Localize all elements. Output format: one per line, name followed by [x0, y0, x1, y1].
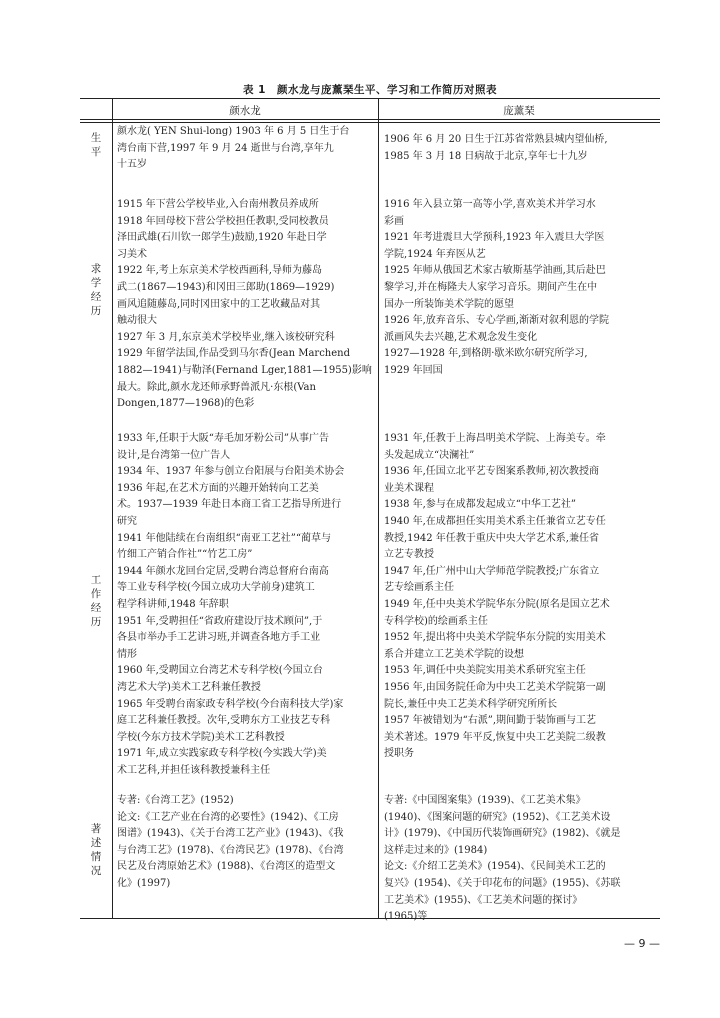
cell-yan-life: 颜水龙( YEN Shui-long) 1903 年 6 月 5 日生于台 湾台南下营,1997 年 9 月 24 逝世与台湾,享年九 十五岁	[117, 126, 350, 171]
cell-yan-education: 1915 年下营公学校毕业,入台南州教员养成所 1918 年回母校下营公学校担任教职,受同校教员 泽田武雄(石川钦一郎学生)鼓励,1920 年赴日学 习美术 1922 年,考上东京美术学校西画科,导师为藤岛 武二(1867—1943)和冈田三郎助(1869—1929) 画风追随藤岛,同时冈田家中的工艺收藏品对其 触动很大 1927 年 3 月,东京美术学校毕业,继入该校研究科 1929 年留学法国,作品受到马尔香(Jean Marchend 1882—1941)与勒泽(Fernand Lger,1881—1955)影响 最大。除此,颜水龙还师承野兽派凡·东根(Van Dongen,1877—1968)的色彩	[117, 199, 372, 410]
cell-pang-education: 1916 年入县立第一高等小学,喜欢美术并学习水 彩画 1921 年考进震旦大学预科,1923 年入震旦大学医 学院,1924 年弃医从艺 1925 年师从俄国艺术家古敏斯基学油画,其后赴巴 黎学习,并在梅隆夫人家学习音乐。期间产生在中 国办一所装饰美术学院的愿望 1926 年,放弃音乐、专心学画,渐渐对叙利恩的学院 派画风失去兴趣,艺术观念发生变化 1927—1928 年,到格朗·歇米欧尔研究所学习, 1929 年回国	[384, 199, 609, 376]
row-label-education: 求 学 经 历	[90, 263, 102, 317]
top-rule	[80, 98, 660, 99]
label-column-divider	[112, 99, 113, 919]
row-label-work: 工 作 经 历	[90, 574, 102, 628]
column-divider	[378, 99, 379, 919]
cell-pang-work: 1931 年,任教于上海昌明美术学院、上海美专。牵 头发起成立“决澜社” 1936 年,任国立北平艺专图案系教师,初次教授商 业美术课程 1938 年,参与在成都发起成立“中华工艺社” 1940 年,在成都担任实用美术系主任兼省立艺专任 教授,1942 年任教于重庆中央大学艺术系,兼任省 立艺专教授 1947 年,任广州中山大学师范学院教授;广东省立 艺专绘画系主任 1949 年,任中央美术学院华东分院(原名是国立艺术 专科学校)的绘画系主任 1952 年,提出将中央美术学院华东分院的实用美术 系合并建立工艺美术学院的设想 1953 年,调任中央美院实用美术系研究室主任 1956 年,由国务院任命为中央工艺美术学院第一副 院长,兼任中央工艺美术科学研究所所长 1957 年被错划为“右派”,期间勤于装饰画与工艺 美术著述。1979 年平反,恢复中央工艺美院二级教 授职务	[384, 433, 610, 760]
page-number: — 9 —	[624, 937, 660, 950]
column-header-yan: 颜水龙	[229, 105, 261, 117]
cell-yan-publications: 专著:《台湾工艺》(1952) 论文:《工艺产业在台湾的必要性》(1942)、《工房 图谱》(1943)、《关于台湾工艺产业》(1943)、《我 与台湾工艺》(1978)、《台湾民艺》(1978)、《台湾 民艺及台湾原始艺术》(1988)、《台湾区的造型文 化》(1997)	[117, 795, 344, 889]
row-divider	[80, 122, 660, 123]
header-rule	[80, 119, 660, 120]
table-caption: 表 1 颜水龙与庞薰琹生平、学习和工作简历对照表	[243, 84, 497, 96]
cell-pang-publications: 专著:《中国图案集》(1939)、《工艺美术集》 (1940)、《图案问题的研究》(1952)、《工艺美术设 计》(1979)、《中国历代装饰画研究》(1982)、《就是 这样走过来的》(1984) 论文:《介绍工艺美术》(1954)、《民间美术工艺的 复兴》(1954)、《关于印花布的问题》(1955)、《苏联 工艺美术》(1955)、《工艺美术问题的探讨》 (1965)等	[384, 795, 621, 923]
column-header-pang: 庞薰琹	[503, 105, 535, 117]
row-label-life: 生 平	[90, 132, 102, 158]
row-label-publications: 著 述 情 况	[90, 823, 102, 877]
cell-yan-work: 1933 年,任职于大阪“寿毛加牙粉公司”从事广告 设计,是台湾第一位广告人 1934 年、1937 年参与创立台阳展与台阳美术协会 1936 年起,在艺术方面的兴趣开始转向工艺美 术。1937—1939 年赴日本商工省工艺指导所进行 研究 1941 年他陆续在台南组织“南亚工艺社”“蔺草与 竹细工产销合作社”“竹艺工房” 1944 年颜水龙回台定居,受聘台湾总督府台南高 等工业专科学校(今国立成功大学前身)建筑工 程学科讲师,1948 年辞职 1951 年,受聘担任“省政府建设厅技术顾问”,于 各县市举办手工艺讲习班,并调查各地方手工业 情形 1960 年,受聘国立台湾艺术专科学校(今国立台 湾艺术大学)美术工艺科兼任教授 1965 年受聘台南家政专科学校(今台南科技大学)家 庭工艺科兼任教授。次年,受聘东方工业技艺专科 学校(今东方技术学院)美术工艺科教授 1971 年,成立实践家政专科学校(今实践大学)美 术工艺科,并担任该科教授兼科主任	[117, 433, 345, 776]
cell-pang-life: 1906 年 6 月 20 日生于江苏省常熟县城内望仙桥, 1985 年 3 月 18 日病故于北京,享年七十九岁	[384, 134, 608, 162]
